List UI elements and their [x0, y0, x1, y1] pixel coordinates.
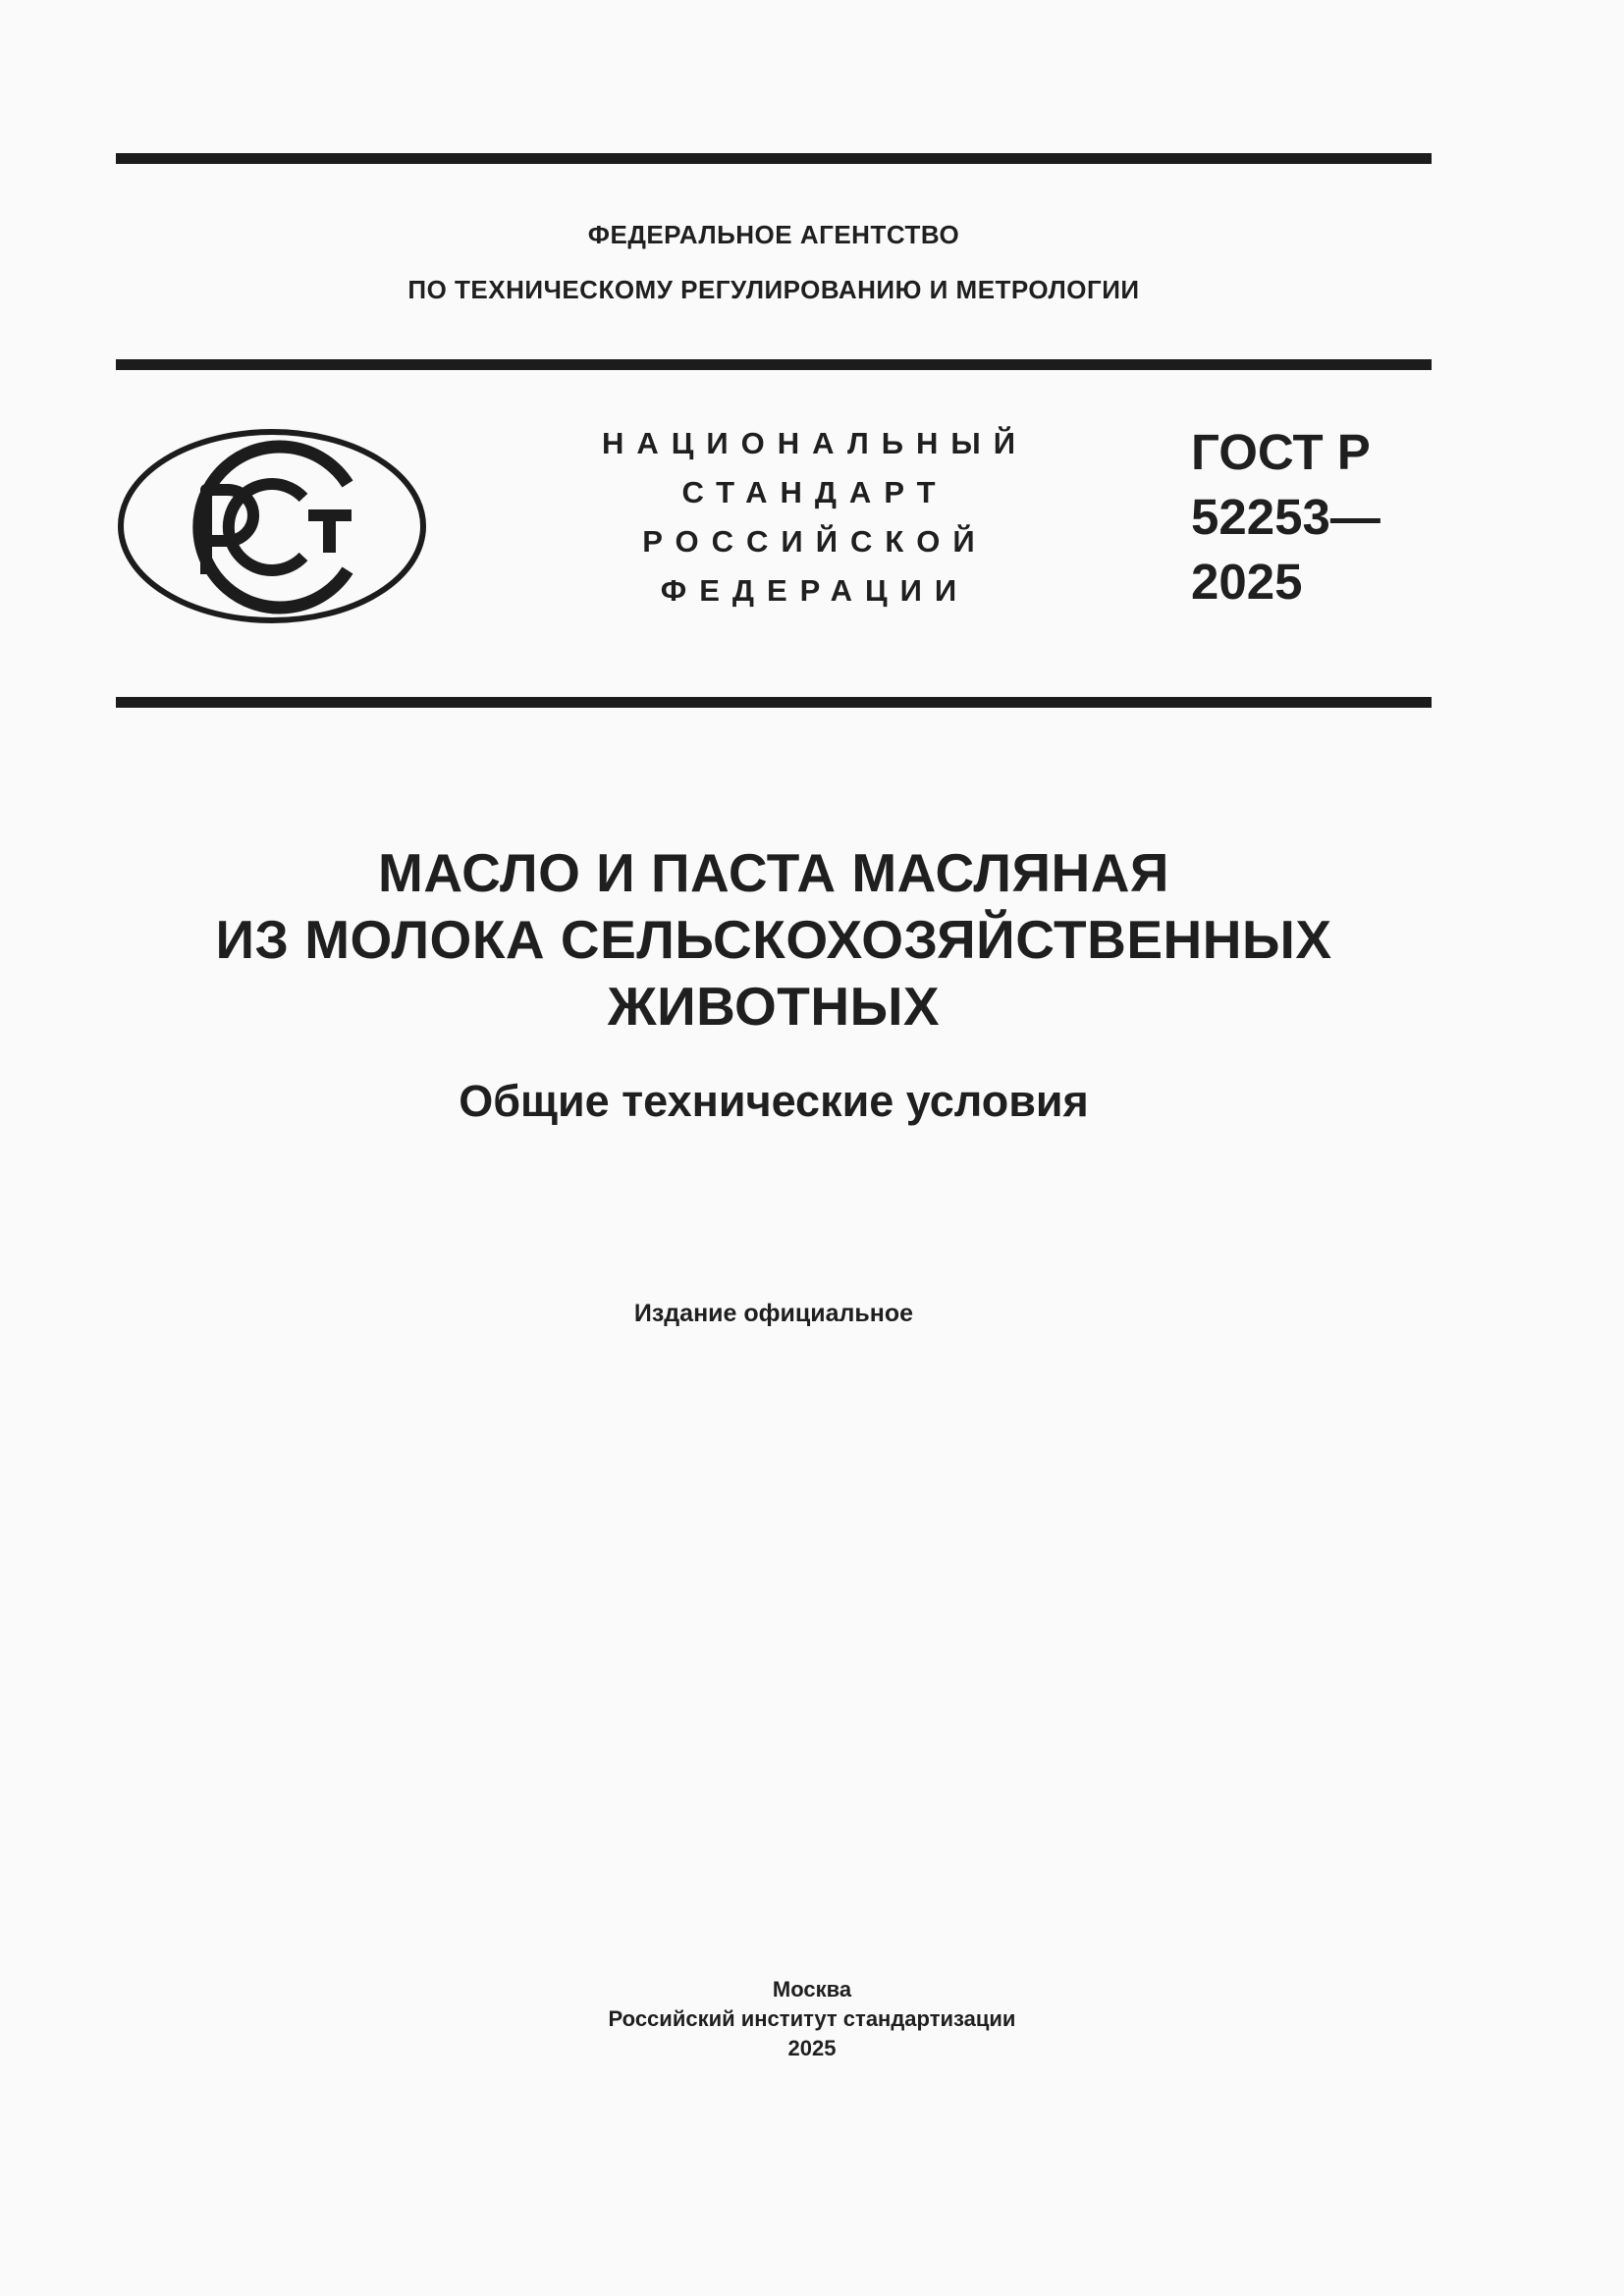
- document-title-line-1: МАСЛО И ПАСТА МАСЛЯНАЯ: [378, 842, 1169, 903]
- edition-label: Издание официальное: [633, 1300, 914, 1327]
- standard-code-line-2: 52253—: [1191, 489, 1380, 545]
- national-standard-line-3: РОССИЙСКОЙ: [642, 524, 988, 559]
- standard-code-line-3: 2025: [1191, 554, 1303, 610]
- title-divider: [116, 697, 1432, 708]
- agency-name-line-2: ПО ТЕХНИЧЕСКОМУ РЕГУЛИРОВАНИЮ И МЕТРОЛОГИИ: [407, 275, 1140, 304]
- imprint-publisher: Российский институт стандартизации: [608, 2006, 1016, 2031]
- rst-certification-mark-icon: [116, 427, 428, 625]
- imprint: [0, 1975, 1624, 2063]
- agency-name-line-1: ФЕДЕРАЛЬНОЕ АГЕНТСТВО: [587, 220, 960, 249]
- national-standard-line-2: СТАНДАРТ: [681, 475, 948, 509]
- document-title-line-2: ИЗ МОЛОКА СЕЛЬСКОХОЗЯЙСТВЕННЫХ: [215, 909, 1332, 970]
- imprint-year: 2025: [787, 2036, 837, 2060]
- document-title-line-3: ЖИВОТНЫХ: [607, 976, 941, 1037]
- national-standard-line-4: ФЕДЕРАЦИИ: [660, 573, 970, 608]
- top-divider: [116, 153, 1432, 164]
- standard-code: [1191, 420, 1446, 614]
- header-divider: [116, 359, 1432, 370]
- document-subtitle: Общие технические условия: [459, 1076, 1089, 1126]
- document-title: [0, 839, 1547, 1040]
- imprint-city: Москва: [772, 1977, 852, 2002]
- national-standard-line-1: НАЦИОНАЛЬНЫЙ: [601, 426, 1029, 460]
- standard-code-line-1: ГОСТ Р: [1191, 424, 1371, 480]
